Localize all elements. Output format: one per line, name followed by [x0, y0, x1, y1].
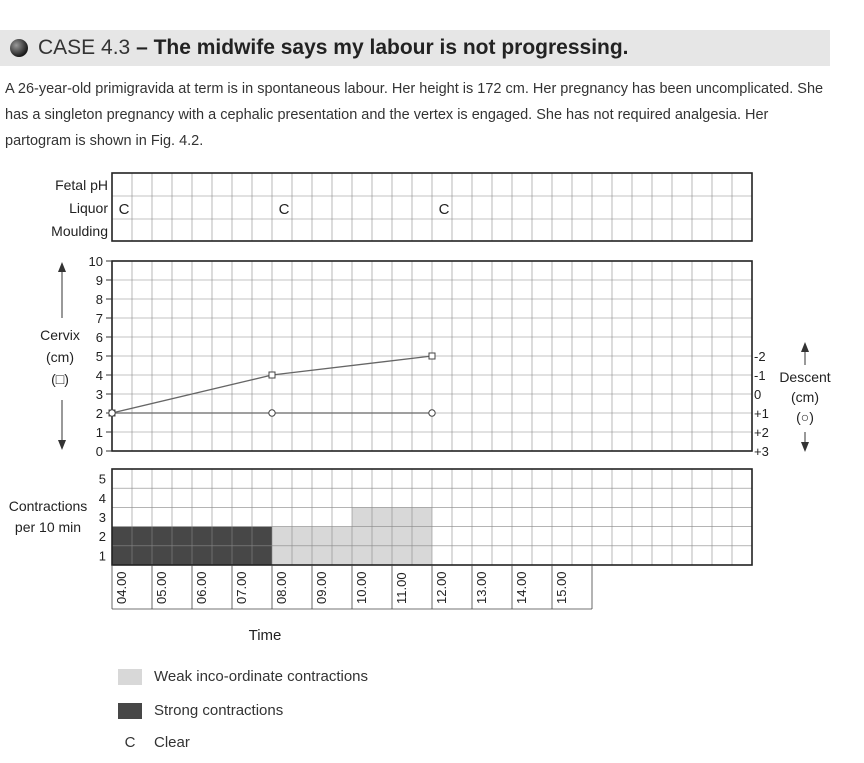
time-tick-label: 09.00 [314, 571, 329, 604]
legend-strong [118, 702, 283, 719]
descent-arrow-down-head [801, 442, 809, 452]
time-tick-label: 14.00 [514, 571, 529, 604]
cervix-tick-label: 8 [95, 292, 103, 307]
cervix-tick-label: 9 [95, 273, 103, 288]
descent-tick-label: +1 [754, 406, 769, 421]
cervix-tick-label: 1 [95, 425, 103, 440]
cervix-axis-label: Cervix [40, 327, 80, 343]
cervix-tick-label: 7 [95, 311, 103, 326]
cervix-axis-label: (cm) [46, 349, 74, 365]
intro-text: A 26-year-old primigravida at term is in spontaneous labour. Her height is 172 cm. Her pregnancy has been uncomplicated. She has a singleton pregnancy with a cephalic presentation and the vertex is engaged. She has not required analgesia. Her partogram is shown in Fig. 4.2. [5, 81, 824, 149]
descent-tick-label: +2 [754, 425, 769, 440]
legend-strong-label: Strong contractions [154, 702, 284, 719]
legend-weak [118, 668, 368, 685]
descent-axis-label: (○) [796, 409, 814, 425]
case-number: CASE 4.3 [38, 36, 131, 59]
cervix-tick-label: 4 [95, 368, 103, 383]
cervix-tick-label: 3 [95, 387, 103, 402]
top-row-label: Fetal pH [55, 177, 108, 193]
contraction-tick-label: 1 [98, 548, 106, 564]
descent-tick-label: +3 [754, 444, 769, 459]
contraction-tick-label: 3 [98, 510, 106, 525]
legend-clear-label: Clear [154, 734, 190, 751]
time-tick-label: 05.00 [154, 571, 169, 604]
time-tick-label: 11.00 [394, 572, 409, 604]
time-tick-label: 10.00 [354, 571, 369, 604]
descent-axis-label: Descent [779, 369, 831, 385]
legend-clear-symbol: C [124, 734, 136, 751]
cervix-axis-label: (□) [51, 371, 69, 387]
contraction-tick-label: 5 [98, 471, 106, 487]
time-tick-label: 04.00 [114, 571, 129, 604]
descent-point [429, 410, 435, 416]
cervix-tick-label: 2 [95, 406, 103, 421]
time-tick-label: 15.00 [554, 571, 569, 604]
descent-point [109, 410, 115, 416]
contraction-axis-label: per 10 min [14, 519, 82, 535]
time-tick-label: 06.00 [194, 571, 209, 604]
liquor-mark: C [118, 201, 130, 218]
descent-arrow-up-head [801, 342, 809, 352]
legend-strong-swatch [118, 703, 142, 719]
descent-tick-label: 0 [754, 387, 762, 402]
dilatation-point [429, 353, 435, 359]
dilatation-point [269, 372, 275, 378]
liquor-mark: C [278, 201, 290, 218]
top-row-label: Moulding [51, 223, 108, 239]
liquor-mark: C [438, 201, 450, 218]
top-row-label: Liquor [69, 200, 108, 216]
cervix-arrow-down-head [58, 440, 66, 450]
time-tick-label: 12.00 [434, 571, 449, 604]
contraction-axis-label: Contractions [8, 498, 88, 514]
contraction-tick-label: 4 [98, 490, 106, 506]
descent-tick-label: -1 [754, 368, 766, 383]
time-tick-label: 08.00 [274, 571, 289, 604]
descent-axis-label: (cm) [791, 389, 819, 405]
cervix-tick-label: 5 [95, 349, 103, 364]
descent-point [269, 410, 275, 416]
legend-clear [118, 734, 190, 751]
legend-weak-swatch [118, 669, 142, 685]
case-title: – The midwife says my labour is not progressing. [136, 36, 629, 59]
cervix-arrow-up-head [58, 262, 66, 272]
legend-weak-label: Weak inco-ordinate contractions [154, 668, 368, 685]
x-axis-title: Time [248, 627, 282, 644]
cervix-tick-label: 0 [95, 444, 103, 459]
time-tick-label: 07.00 [234, 571, 249, 604]
descent-tick-label: -2 [754, 349, 766, 364]
cervix-tick-label: 10 [88, 254, 103, 269]
cervix-tick-label: 6 [95, 330, 103, 345]
time-tick-label: 13.00 [474, 571, 489, 604]
contraction-tick-label: 2 [98, 529, 106, 545]
